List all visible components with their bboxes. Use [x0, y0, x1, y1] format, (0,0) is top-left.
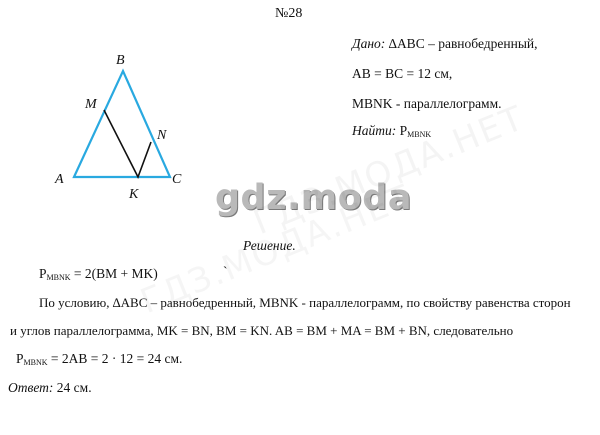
formula-rest: = 2(BM + MK) — [70, 266, 158, 281]
stray-mark: ˋ — [223, 264, 228, 279]
find-label: Найти: — [352, 123, 397, 138]
given-line-1 — [352, 36, 538, 52]
triangle-abc — [74, 71, 170, 177]
perimeter-formula — [39, 266, 158, 282]
answer-line — [8, 380, 92, 396]
watermark-logo: gdz.moda — [215, 178, 412, 218]
vertex-label-a: A — [55, 172, 64, 187]
result-rest: = 2AB = 2 · 12 = 24 см. — [47, 351, 183, 366]
solution-title: Решение. — [243, 238, 296, 253]
given-label: Дано: — [352, 36, 386, 51]
result-subscript: MBNK — [23, 358, 48, 367]
given-line-1-text: ABC – равнобедренный, — [396, 36, 538, 51]
result-p: P — [16, 351, 24, 366]
answer-label: Ответ: — [8, 380, 54, 395]
result-line — [16, 351, 182, 367]
find-p: P — [399, 123, 408, 138]
vertex-label-b: B — [116, 53, 125, 68]
given-line-2: AB = BC = 12 см, — [352, 66, 453, 81]
given-line-3: MBNK - параллелограмм. — [352, 96, 502, 111]
vertex-label-m: M — [85, 97, 97, 112]
formula-p: P — [39, 266, 47, 281]
formula-subscript: MBNK — [46, 273, 71, 282]
vertex-label-c: C — [172, 172, 182, 187]
solution-paragraph-2: и углов параллелограмма, MK = BN, BM = KN. AB = BM + MA = BM + BN, следовательно — [10, 323, 514, 338]
problem-number: №28 — [275, 6, 303, 21]
vertex-label-k: K — [129, 187, 139, 202]
find-subscript: MBNK — [407, 130, 432, 139]
triangle-symbol: ∆ — [388, 36, 397, 51]
vertex-label-n: N — [157, 128, 167, 143]
answer-value: 24 см. — [53, 380, 92, 395]
solution-paragraph-1: По условию, ∆ABC – равнобедренный, MBNK - параллелограмм, по свойству равенства сторон — [39, 295, 571, 310]
triangle-figure — [50, 48, 240, 248]
